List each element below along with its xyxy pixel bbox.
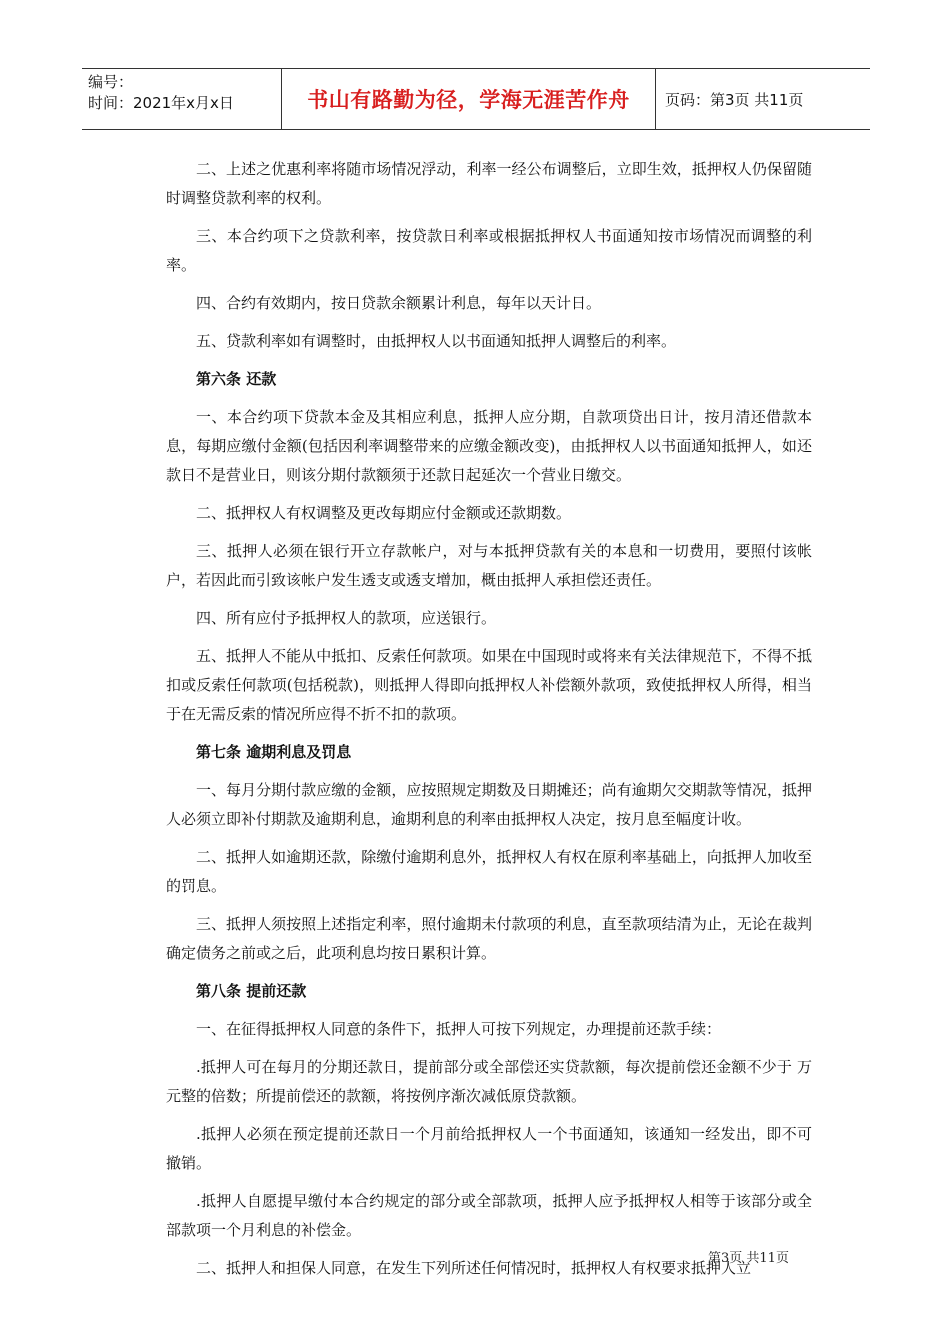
- body-paragraph: 五、抵押人不能从中抵扣、反索任何款项。如果在中国现时或将来有关法律规范下，不得不抵扣或反索任何款项(包括税款)，则抵押人得即向抵押权人补偿额外款项，致使抵押权人所得，相当于在无需反索的情况所应得不折不扣的款项。: [166, 647, 812, 723]
- document-date: 时间：2021年x月x日: [88, 94, 234, 112]
- body-paragraph: 四、所有应付予抵押权人的款项，应送银行。: [196, 609, 497, 627]
- body-paragraph: .抵押人自愿提早缴付本合约规定的部分或全部款项，抵押人应予抵押权人相等于该部分或全部款项一个月利息的补偿金。: [166, 1192, 812, 1239]
- body-paragraph: 五、贷款利率如有调整时，由抵押权人以书面通知抵押人调整后的利率。: [196, 332, 677, 350]
- document-body: [166, 155, 812, 1292]
- page-header: [82, 68, 870, 130]
- page-footer: 第3页 共11页: [708, 1251, 789, 1266]
- section-heading: 第八条 提前还款: [196, 982, 307, 1000]
- body-paragraph: 一、在征得抵押权人同意的条件下，抵押人可按下列规定，办理提前还款手续：: [196, 1020, 722, 1038]
- body-paragraph: 三、抵押人须按照上述指定利率，照付逾期未付款项的利息，直至款项结清为止，无论在裁判确定债务之前或之后，此项利息均按日累积计算。: [166, 915, 812, 962]
- body-paragraph: 一、本合约项下贷款本金及其相应利息，抵押人应分期，自款项贷出日计，按月清还借款本息，每期应缴付金额(包括因利率调整带来的应缴金额改变)，由抵押权人以书面通知抵押人，如还款日不是营业日，则该分期付款额须于还款日起延次一个营业日缴交。: [166, 408, 812, 484]
- body-paragraph: 四、合约有效期内，按日贷款余额累计利息，每年以天计日。: [196, 294, 602, 312]
- document-number-label: 编号：: [88, 73, 134, 91]
- body-paragraph: 三、抵押人必须在银行开立存款帐户，对与本抵押贷款有关的本息和一切费用，要照付该帐户，若因此而引致该帐户发生透支或透支增加，概由抵押人承担偿还责任。: [166, 542, 812, 589]
- body-paragraph: 二、抵押权人有权调整及更改每期应付金额或还款期数。: [196, 504, 572, 522]
- section-heading: 第六条 还款: [196, 370, 277, 388]
- body-paragraph: 二、抵押人如逾期还款，除缴付逾期利息外，抵押权人有权在原利率基础上，向抵押人加收至的罚息。: [166, 848, 812, 895]
- body-paragraph: 二、上述之优惠利率将随市场情况浮动，利率一经公布调整后，立即生效，抵押权人仍保留随时调整贷款利率的权利。: [166, 160, 812, 207]
- header-meta: [82, 69, 282, 129]
- body-paragraph: 二、抵押人和担保人同意，在发生下列所述任何情况时，抵押权人有权要求抵押人立: [196, 1259, 752, 1277]
- body-paragraph: 一、每月分期付款应缴的金额，应按照规定期数及日期摊还；尚有逾期欠交期款等情况，抵押人必须立即补付期款及逾期利息，逾期利息的利率由抵押权人决定，按月息至幅度计收。: [166, 781, 812, 828]
- header-motto: 书山有路勤为径，学海无涯苦作舟: [282, 69, 656, 129]
- body-paragraph: 三、本合约项下之贷款利率，按贷款日利率或根据抵押权人书面通知按市场情况而调整的利率。: [166, 227, 812, 274]
- header-page-info: 页码：第3页 共11页: [665, 90, 804, 109]
- body-paragraph: .抵押人可在每月的分期还款日，提前部分或全部偿还实贷款额，每次提前偿还金额不少于 万元整的倍数；所提前偿还的款额，将按例序渐次减低原贷款额。: [166, 1058, 812, 1105]
- body-paragraph: .抵押人必须在预定提前还款日一个月前给抵押权人一个书面通知，该通知一经发出，即不可撤销。: [166, 1125, 812, 1172]
- section-heading: 第七条 逾期利息及罚息: [196, 743, 352, 761]
